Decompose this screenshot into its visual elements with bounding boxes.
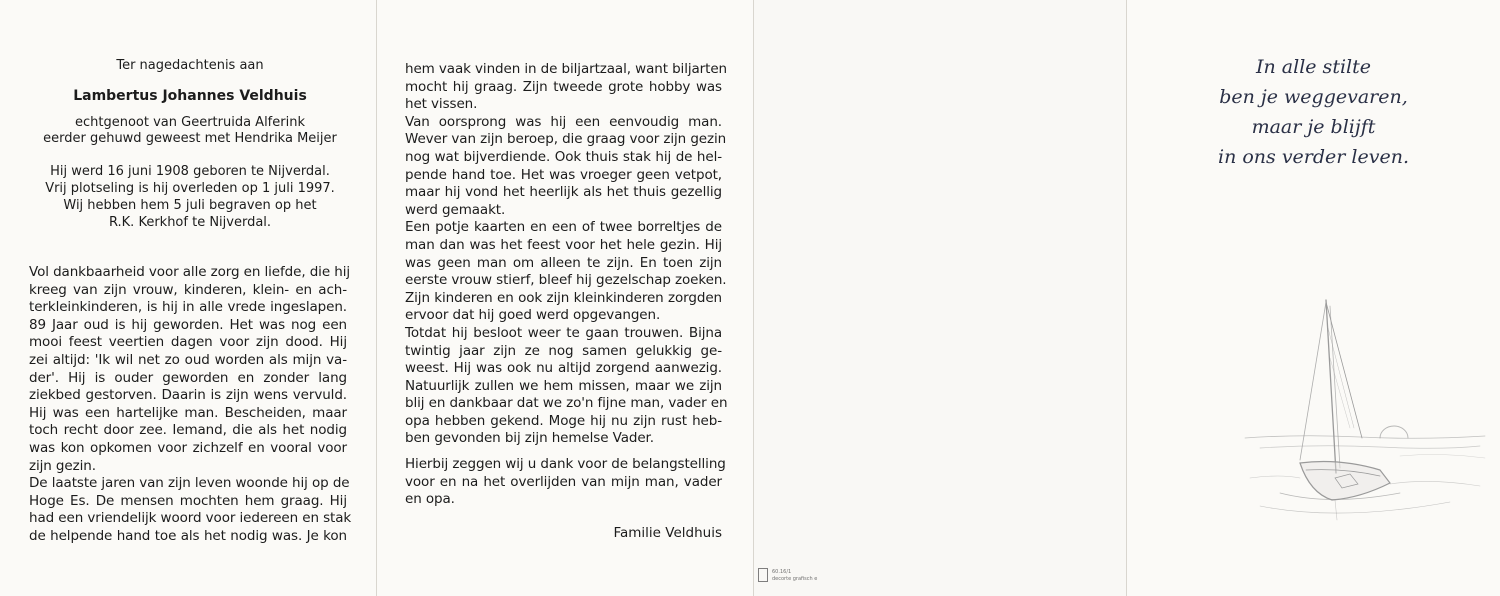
family-signature: Familie Veldhuis — [613, 525, 722, 541]
thanks-line: Hierbij zeggen wij u dank voor de belangstelling — [405, 456, 726, 472]
fold-line — [753, 0, 754, 596]
tribute-line: toch recht door zee. Iemand, die als het nodig — [29, 422, 347, 439]
fact-line: Wij hebben hem 5 juli begraven op het — [63, 198, 317, 213]
relations — [40, 115, 340, 147]
tribute-line: terkleinkinderen, is hij in alle vrede ingeslapen. — [29, 299, 347, 316]
thanks-paragraph — [405, 456, 726, 509]
tribute-line: ben gevonden bij zijn hemelse Vader. — [405, 430, 654, 447]
panel-middle-right — [754, 0, 1126, 596]
tribute-line: De laatste jaren van zijn leven woonde hij op de — [29, 475, 350, 492]
tribute-line: ziekbed gestorven. Daarin is zijn wens vervuld. — [29, 387, 347, 404]
tribute-line: Wever van zijn beroep, die graag voor zijn gezin — [405, 131, 727, 148]
tribute-line: blij en dankbaar dat we zo'n fijne man, vader en — [405, 395, 728, 412]
tribute-line: het vissen. — [405, 96, 478, 113]
tribute-line: Hoge Es. De mensen mochten hem graag. Hij — [29, 492, 347, 509]
tribute-line: had een vriendelijk woord voor iedereen en stak — [29, 510, 352, 527]
tribute-line: maar hij vond het heerlijk als het thuis gezellig — [405, 184, 722, 201]
tribute-line: mocht hij graag. Zijn tweede grote hobby was — [405, 78, 722, 95]
tribute-line: was geen man om alleen te zijn. En toen zijn — [405, 254, 722, 271]
tribute-text-column-2 — [405, 61, 728, 448]
tribute-line: kreeg van zijn vrouw, kinderen, klein- en ach- — [29, 281, 347, 298]
fact-line: Hij werd 16 juni 1908 geboren te Nijverdal. — [50, 164, 330, 179]
printer-name: decorte grafisch e — [772, 576, 818, 582]
tribute-line: Vol dankbaarheid voor alle zorg en liefde, die hij — [29, 264, 350, 280]
tribute-line: man dan was het feest voor het hele gezin. Hij — [405, 236, 722, 253]
tribute-line: ervoor dat hij goed werd opgevangen. — [405, 307, 661, 324]
sailboat-sketch-icon — [1240, 288, 1490, 528]
poem-line: in ons verder leven. — [1218, 146, 1409, 168]
tribute-line: Van oorsprong was hij een eenvoudig man. — [405, 113, 722, 130]
tribute-line: der'. Hij is ouder geworden en zonder lang — [29, 369, 347, 386]
tribute-line: mooi feest veertien dagen voor zijn dood. Hij — [29, 334, 347, 351]
tribute-line: Natuurlijk zullen we hem missen, maar we zijn — [405, 377, 722, 394]
tribute-line: hem vaak vinden in de biljartzaal, want biljarten — [405, 61, 727, 77]
intro-block — [40, 58, 340, 231]
fact-line: Vrij plotseling is hij overleden op 1 juli 1997. — [45, 181, 335, 196]
thanks-line: voor en na het overlijden van mijn man, vader — [405, 473, 722, 490]
poem-line: maar je blijft — [1251, 116, 1376, 138]
intro-title: Ter nagedachtenis aan — [116, 58, 264, 73]
tribute-line: de helpende hand toe als het nodig was. Je kon — [29, 527, 347, 544]
tribute-line: 89 Jaar oud is hij geworden. Het was nog een — [29, 316, 347, 333]
thanks-line: en opa. — [405, 491, 455, 508]
tribute-line: Totdat hij besloot weer te gaan trouwen. Bijna — [405, 324, 722, 341]
tribute-line: Zijn kinderen en ook zijn kleinkinderen zorgden — [405, 289, 722, 306]
tribute-line: twintig jaar zijn ze nog samen gelukkig ge- — [405, 342, 722, 359]
deceased-name: Lambertus Johannes Veldhuis — [73, 88, 307, 104]
tribute-line: Een potje kaarten en een of twee borreltjes de — [405, 219, 722, 236]
poem — [1127, 52, 1500, 172]
tribute-line: opa hebben gekend. Moge hij nu zijn rust heb- — [405, 412, 722, 429]
tribute-line: Hij was een hartelijke man. Bescheiden, maar — [29, 404, 347, 421]
printer-code: 60.16/1 — [772, 569, 792, 575]
relation-line: echtgenoot van Geertruida Alferink — [74, 115, 305, 130]
tribute-text-column-1 — [29, 264, 352, 546]
tribute-line: eerste vrouw stierf, bleef hij gezelschap zoeken. — [405, 272, 727, 289]
fact-line: R.K. Kerkhof te Nijverdal. — [108, 215, 272, 230]
poem-line: ben je weggevaren, — [1219, 86, 1408, 108]
tribute-line: weest. Hij was ook nu altijd zorgend aanwezig. — [405, 360, 722, 377]
tribute-line: zei altijd: 'Ik wil net zo oud worden als mijn va- — [29, 351, 347, 368]
tribute-line: was kon opkomen voor zichzelf en vooral voor — [29, 439, 347, 456]
tribute-line: nog wat bijverdiende. Ook thuis stak hij de hel- — [405, 148, 722, 165]
tribute-line: zijn gezin. — [29, 457, 96, 474]
printer-mark — [758, 566, 818, 586]
life-facts — [40, 163, 340, 231]
printer-logo-icon — [758, 568, 768, 582]
fold-line — [376, 0, 377, 596]
poem-line: In alle stilte — [1256, 56, 1371, 78]
tribute-line: werd gemaakt. — [405, 201, 506, 218]
tribute-line: pende hand toe. Het was vroeger geen vetpot, — [405, 166, 722, 183]
relation-line: eerder gehuwd geweest met Hendrika Meijer — [43, 131, 337, 146]
